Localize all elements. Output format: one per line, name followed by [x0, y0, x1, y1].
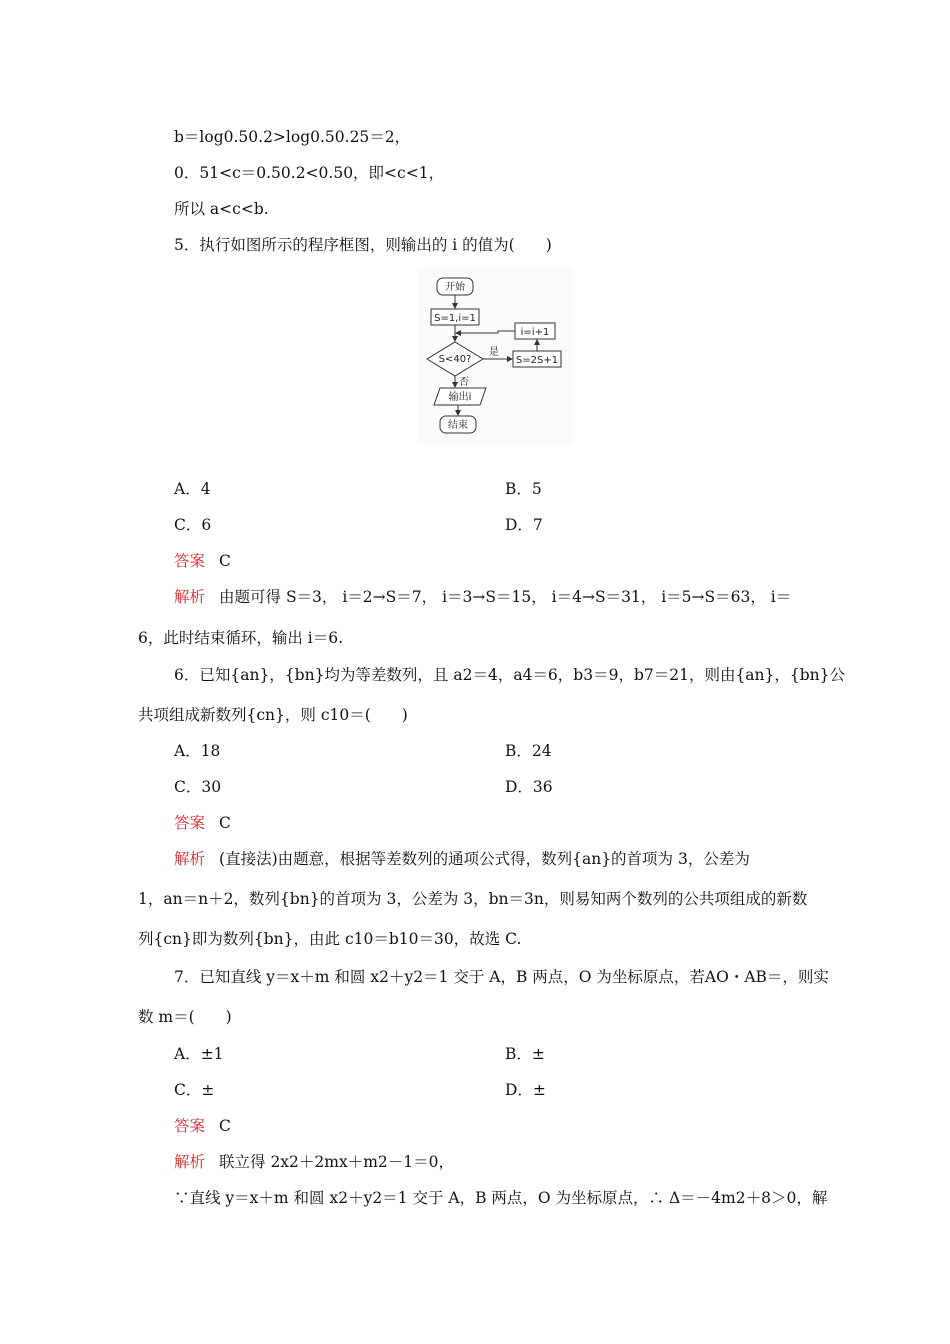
flow-yes-label: 是 — [489, 347, 499, 358]
analysis-line — [174, 586, 791, 608]
option-a: A．4 — [174, 480, 211, 498]
option-d: D．36 — [505, 778, 553, 796]
answer-value: C — [219, 814, 231, 832]
text-line: ∵直线 y＝x＋m 和圆 x2＋y2＝1 交于 A，B 两点，O 为坐标原点，∴ Δ＝－4m2＋8＞0，解 — [174, 1189, 828, 1207]
analysis-line — [174, 1151, 454, 1173]
answer-label: 答案 — [174, 1117, 206, 1135]
flow-body-label: S=2S+1 — [515, 355, 559, 366]
question-7: 7．已知直线 y＝x＋m 和圆 x2＋y2＝1 交于 A，B 两点，O 为坐标原点，若AO・AB＝，则实 — [174, 968, 829, 986]
option-b: B．24 — [505, 742, 552, 760]
analysis-label: 解析 — [174, 850, 206, 868]
option-c: C．30 — [174, 778, 222, 796]
flow-output-label: 输出i — [448, 392, 472, 403]
flow-condition-label: S<40? — [438, 354, 472, 365]
option-c: C．± — [174, 1081, 215, 1099]
text-line: 列{cn}即为数列{bn}，由此 c10＝b10＝30，故选 C. — [138, 930, 522, 948]
flow-init-label: S=1,i=1 — [434, 313, 476, 324]
text-line: 数 m＝( ) — [138, 1008, 232, 1026]
flow-incr-label: i=i+1 — [520, 327, 550, 338]
text-line: b＝log0.50.2>log0.50.25＝2， — [174, 128, 411, 146]
text-line: 6，此时结束循环，输出 i＝6. — [138, 629, 344, 647]
option-b: B．5 — [505, 480, 542, 498]
analysis-label: 解析 — [174, 1153, 206, 1171]
answer-label: 答案 — [174, 814, 206, 832]
answer-value: C — [219, 1117, 231, 1135]
option-a: A．18 — [174, 742, 221, 760]
text-line: 0．51<c＝0.50.2<0.50，即<c<1， — [174, 164, 445, 182]
flow-end-label: 结束 — [448, 420, 468, 431]
analysis-text: 由题可得 S＝3， i＝2→S＝7， i＝3→S＝15， i＝4→S＝31， i＝5→S＝63， i＝ — [219, 588, 792, 606]
analysis-text: (直接法)由题意，根据等差数列的通项公式得，数列{an}的首项为 3，公差为 — [219, 850, 750, 868]
option-d: D．± — [505, 1081, 546, 1099]
flow-no-label: 否 — [459, 377, 469, 388]
analysis-line — [174, 848, 750, 870]
text-line: 共项组成新数列{cn}，则 c10＝( ) — [138, 706, 408, 724]
answer-value: C — [219, 552, 231, 570]
answer-line — [174, 1115, 231, 1137]
option-b: B．± — [505, 1045, 545, 1063]
answer-line — [174, 550, 231, 572]
option-d: D．7 — [505, 516, 543, 534]
analysis-text: 联立得 2x2＋2mx＋m2－1＝0， — [219, 1153, 454, 1171]
option-c: C．6 — [174, 516, 212, 534]
question-5: 5．执行如图所示的程序框图，则输出的 i 的值为( ) — [174, 236, 552, 254]
text-line: 所以 a<c<b. — [174, 200, 269, 218]
text-line: 1，an＝n＋2，数列{bn}的首项为 3，公差为 3，bn＝3n，则易知两个数列的公共项组成的新数 — [138, 890, 808, 908]
flowchart — [418, 267, 573, 445]
answer-label: 答案 — [174, 552, 206, 570]
answer-line — [174, 812, 231, 834]
analysis-label: 解析 — [174, 588, 206, 606]
question-6: 6．已知{an}，{bn}均为等差数列，且 a2＝4，a4＝6，b3＝9，b7＝21，则由{an}，{bn}公 — [174, 666, 846, 684]
flow-start-label: 开始 — [445, 282, 465, 293]
option-a: A．±1 — [174, 1045, 224, 1063]
